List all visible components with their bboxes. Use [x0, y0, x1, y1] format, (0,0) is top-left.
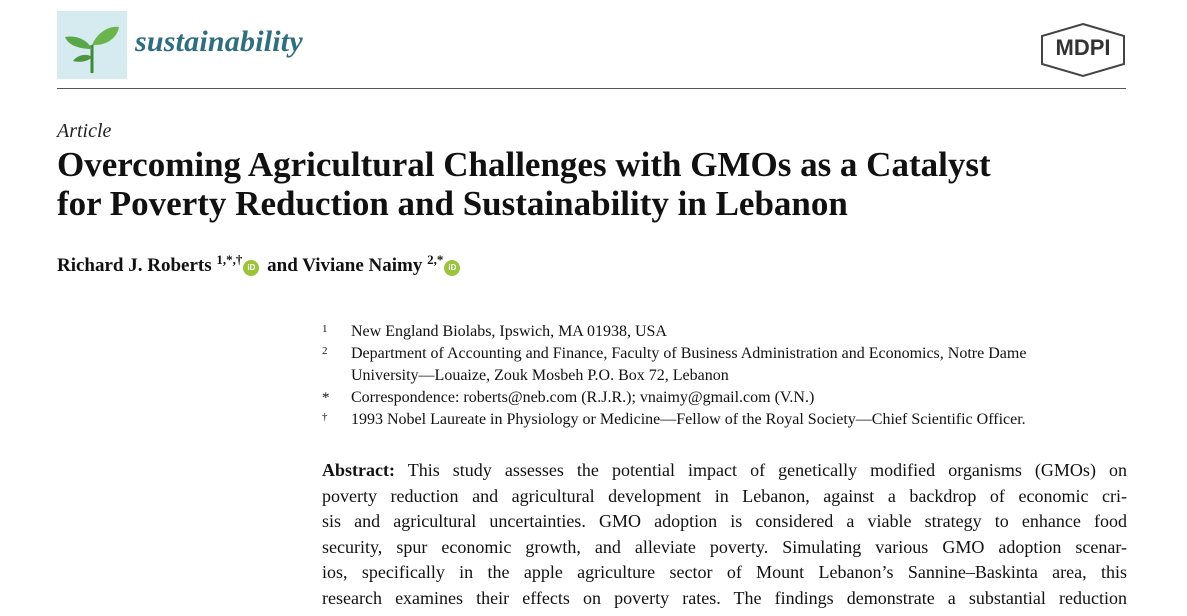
- sprout-icon: [61, 19, 123, 73]
- abstract-line: security, spur economic growth, and alleviate poverty. Simulating various GMO adoption scenar-: [322, 536, 1127, 557]
- orcid-icon[interactable]: iD: [243, 260, 259, 276]
- abstract: [322, 458, 1127, 612]
- author-list: [57, 252, 463, 277]
- affiliation-mark: 2: [322, 345, 328, 357]
- abstract-line: ios, specifically in the apple agriculture sector of Mount Lebanon’s Sannine–Baskinta area, this: [322, 562, 1127, 583]
- abstract-line: poverty reduction and agricultural development in Lebanon, against a backdrop of economic cri-: [322, 485, 1127, 506]
- affiliation-mark: *: [322, 390, 330, 406]
- author-name: Richard J. Roberts: [57, 255, 212, 276]
- affiliation-mark: 1: [322, 323, 328, 335]
- correspondence-text: Correspondence: roberts@neb.com (R.J.R.); vnaimy@gmail.com (V.N.): [351, 389, 815, 406]
- title-line: for Poverty Reduction and Sustainability in Lebanon: [57, 184, 848, 223]
- abstract-line: sis and agricultural uncertainties. GMO adoption is considered a viable strategy to enhance food: [322, 511, 1127, 532]
- author-joiner: and: [267, 255, 298, 276]
- affiliation-item: [322, 321, 1122, 343]
- journal-name: sustainability: [135, 25, 303, 58]
- affiliation-text: 1993 Nobel Laureate in Physiology or Medicine—Fellow of the Royal Society—Chief Scientific Officer.: [351, 411, 1026, 428]
- author-marks: 1,*,†: [216, 252, 243, 267]
- affiliation-mark: †: [322, 411, 328, 423]
- abstract-line: research examines their effects on poverty rates. The findings demonstrate a substantial reduction: [322, 587, 1127, 608]
- author-marks: 2,*: [427, 252, 444, 267]
- article-type: Article: [57, 120, 112, 142]
- affiliation-text: New England Biolabs, Ipswich, MA 01938, USA: [351, 323, 667, 340]
- article-title: [57, 145, 1157, 223]
- title-line: Overcoming Agricultural Challenges with GMOs as a Catalyst: [57, 145, 991, 184]
- orcid-icon[interactable]: iD: [444, 260, 460, 276]
- affiliation-text: Department of Accounting and Finance, Faculty of Business Administration and Economics, Notre Dame University—Louaize, Zouk Mosbeh P.O. Box 72, Lebanon: [351, 345, 1027, 384]
- affiliation-item: [322, 343, 1122, 387]
- header-rule: [57, 88, 1126, 89]
- affiliation-item: [322, 409, 1122, 431]
- affiliations: [322, 321, 1122, 431]
- affiliation-item: [322, 387, 1122, 409]
- abstract-label: Abstract:: [322, 460, 395, 480]
- abstract-line: Abstract: This study assesses the potential impact of genetically modified organisms (GMOs) on: [322, 460, 1127, 480]
- publisher-name: MDPI: [1055, 35, 1111, 60]
- journal-logo: [57, 11, 127, 79]
- author-name: Viviane Naimy: [302, 255, 423, 276]
